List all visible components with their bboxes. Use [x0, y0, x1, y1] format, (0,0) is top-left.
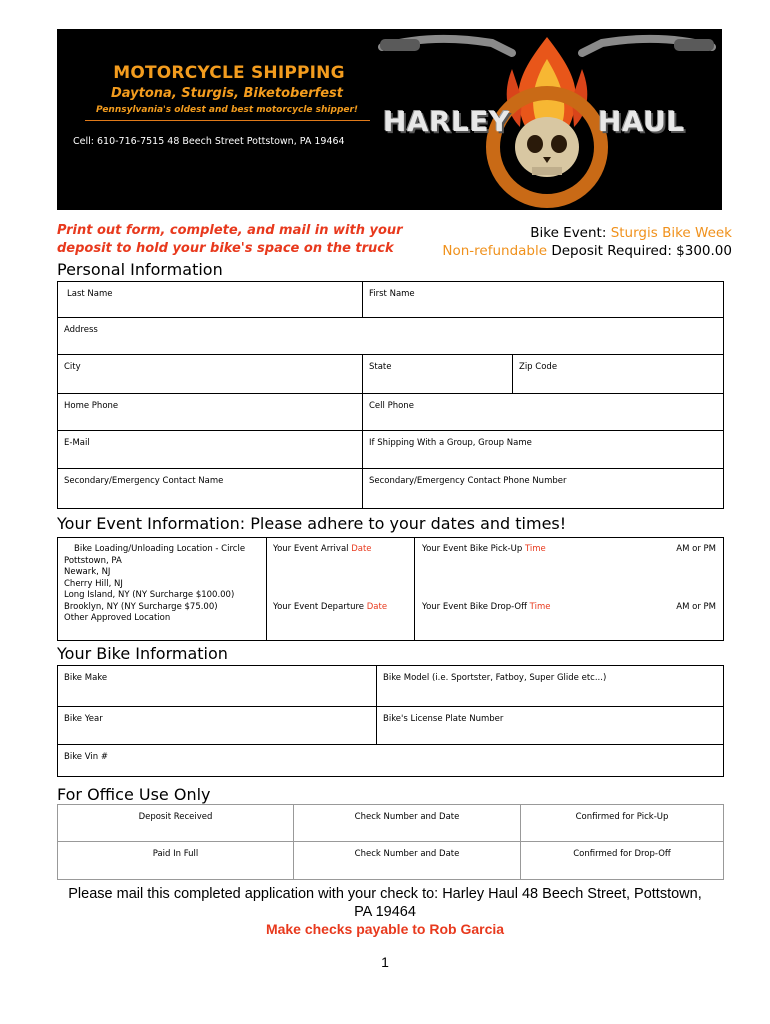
location-option[interactable]: Cherry Hill, NJ: [64, 578, 123, 589]
location-option[interactable]: Brooklyn, NY (NY Surcharge $75.00): [64, 601, 218, 612]
paid-full-label: Paid In Full: [152, 849, 199, 859]
event-times-field[interactable]: [414, 537, 724, 641]
confirmed-dropoff-field[interactable]: [520, 841, 724, 880]
mailing-line-2: PA 19464: [354, 904, 416, 920]
email-label: E-Mail: [64, 438, 90, 448]
location-label: Bike Loading/Unloading Location - Circle: [74, 544, 246, 554]
event-dates-field[interactable]: [266, 537, 415, 641]
mailing-line-1: Please mail this completed application with your check to: Harley Haul 48 Beech Street, Pottstown,: [68, 886, 702, 902]
group-name-field[interactable]: [362, 430, 724, 469]
dropoff-time-label: Your Event Bike Drop-Off Time: [422, 602, 551, 612]
first-name-label: First Name: [369, 289, 415, 299]
home-phone-field[interactable]: [57, 393, 363, 431]
pickup-ampm[interactable]: AM or PM: [676, 544, 716, 554]
confirmed-pickup-field[interactable]: [520, 804, 724, 842]
check-date-field-1[interactable]: [293, 804, 521, 842]
home-phone-label: Home Phone: [64, 401, 119, 411]
city-field[interactable]: [57, 354, 363, 394]
deposit-received-label: Deposit Received: [138, 812, 213, 822]
location-option[interactable]: Other Approved Location: [64, 613, 171, 623]
deposit-required: Deposit Required: $300.00: [547, 243, 732, 259]
state-field[interactable]: [362, 354, 513, 394]
mailing-instructions: [40, 885, 730, 921]
arrival-date-label: Your Event Arrival Date: [273, 544, 372, 554]
banner-tagline: Pennsylvania's oldest and best motorcycle shipper!: [95, 105, 359, 115]
group-name-label: If Shipping With a Group, Group Name: [369, 438, 532, 448]
first-name-field[interactable]: [362, 281, 724, 318]
emergency-phone-label: Secondary/Emergency Contact Phone Number: [369, 476, 567, 486]
bike-year-label: Bike Year: [64, 714, 103, 724]
departure-date-label: Your Event Departure Date: [273, 602, 388, 612]
personal-info-title: Personal Information: [57, 260, 223, 279]
bike-year-field[interactable]: [57, 706, 377, 745]
cell-phone-label: Cell Phone: [369, 401, 414, 411]
bike-info-title: Your Bike Information: [57, 644, 228, 663]
check-date-field-2[interactable]: [293, 841, 521, 880]
event-summary: [442, 224, 732, 260]
bike-make-label: Bike Make: [64, 673, 108, 683]
pickup-time-label: Your Event Bike Pick-Up Time: [422, 544, 546, 554]
check-date-label-2: Check Number and Date: [354, 849, 460, 859]
banner-divider: [85, 120, 370, 121]
header-banner: [57, 29, 722, 210]
event-label: Bike Event:: [530, 225, 611, 241]
check-date-label-1: Check Number and Date: [354, 812, 460, 822]
last-name-label: Last Name: [67, 289, 113, 299]
location-option[interactable]: Newark, NJ: [64, 567, 111, 577]
office-use-title: For Office Use Only: [57, 785, 211, 804]
checks-payable: Make checks payable to Rob Garcia: [265, 921, 505, 937]
event-name: Sturgis Bike Week: [610, 225, 732, 241]
banner-contact: Cell: 610-716-7515 48 Beech Street Pottstown, PA 19464: [73, 136, 345, 147]
last-name-field[interactable]: [57, 281, 363, 318]
page-number: 1: [381, 954, 389, 970]
nonrefundable-label: Non-refundable: [442, 243, 548, 259]
emergency-phone-field[interactable]: [362, 468, 724, 509]
event-info-title: Your Event Information: Please adhere to your dates and times!: [57, 514, 567, 533]
email-field[interactable]: [57, 430, 363, 469]
skull-icon: [515, 117, 579, 177]
cell-phone-field[interactable]: [362, 393, 724, 431]
address-field[interactable]: [57, 317, 724, 355]
emergency-name-label: Secondary/Emergency Contact Name: [64, 476, 224, 486]
address-label: Address: [64, 325, 98, 335]
location-option[interactable]: Long Island, NY (NY Surcharge $100.00): [64, 590, 235, 600]
paid-full-field[interactable]: [57, 841, 294, 880]
zip-field[interactable]: [512, 354, 724, 394]
location-field[interactable]: [57, 537, 267, 641]
bike-model-field[interactable]: [376, 665, 724, 707]
bike-model-label: Bike Model (i.e. Sportster, Fatboy, Super Glide etc...): [383, 673, 607, 683]
banner-title: MOTORCYCLE SHIPPING: [113, 63, 345, 83]
confirmed-pickup-label: Confirmed for Pick-Up: [575, 812, 669, 822]
intro-line-1: Print out form, complete, and mail in with your: [57, 223, 403, 238]
banner-events: Daytona, Sturgis, Biketoberfest: [111, 86, 343, 101]
city-label: City: [64, 362, 81, 372]
emergency-name-field[interactable]: [57, 468, 363, 509]
deposit-received-field[interactable]: [57, 804, 294, 842]
license-plate-label: Bike's License Plate Number: [383, 714, 504, 724]
confirmed-dropoff-label: Confirmed for Drop-Off: [573, 849, 671, 859]
state-label: State: [369, 362, 392, 372]
bike-vin-field[interactable]: [57, 744, 724, 777]
logo-word-haul: HAUL: [598, 105, 685, 138]
bike-vin-label: Bike Vin #: [64, 752, 108, 762]
zip-label: Zip Code: [519, 362, 558, 372]
bike-make-field[interactable]: [57, 665, 377, 707]
dropoff-ampm[interactable]: AM or PM: [676, 602, 716, 612]
location-option[interactable]: Pottstown, PA: [64, 555, 122, 566]
intro-line-2: deposit to hold your bike's space on the truck: [57, 241, 394, 256]
logo-word-harley: HARLEY: [383, 105, 510, 138]
license-plate-field[interactable]: [376, 706, 724, 745]
intro-instructions: [57, 222, 403, 258]
